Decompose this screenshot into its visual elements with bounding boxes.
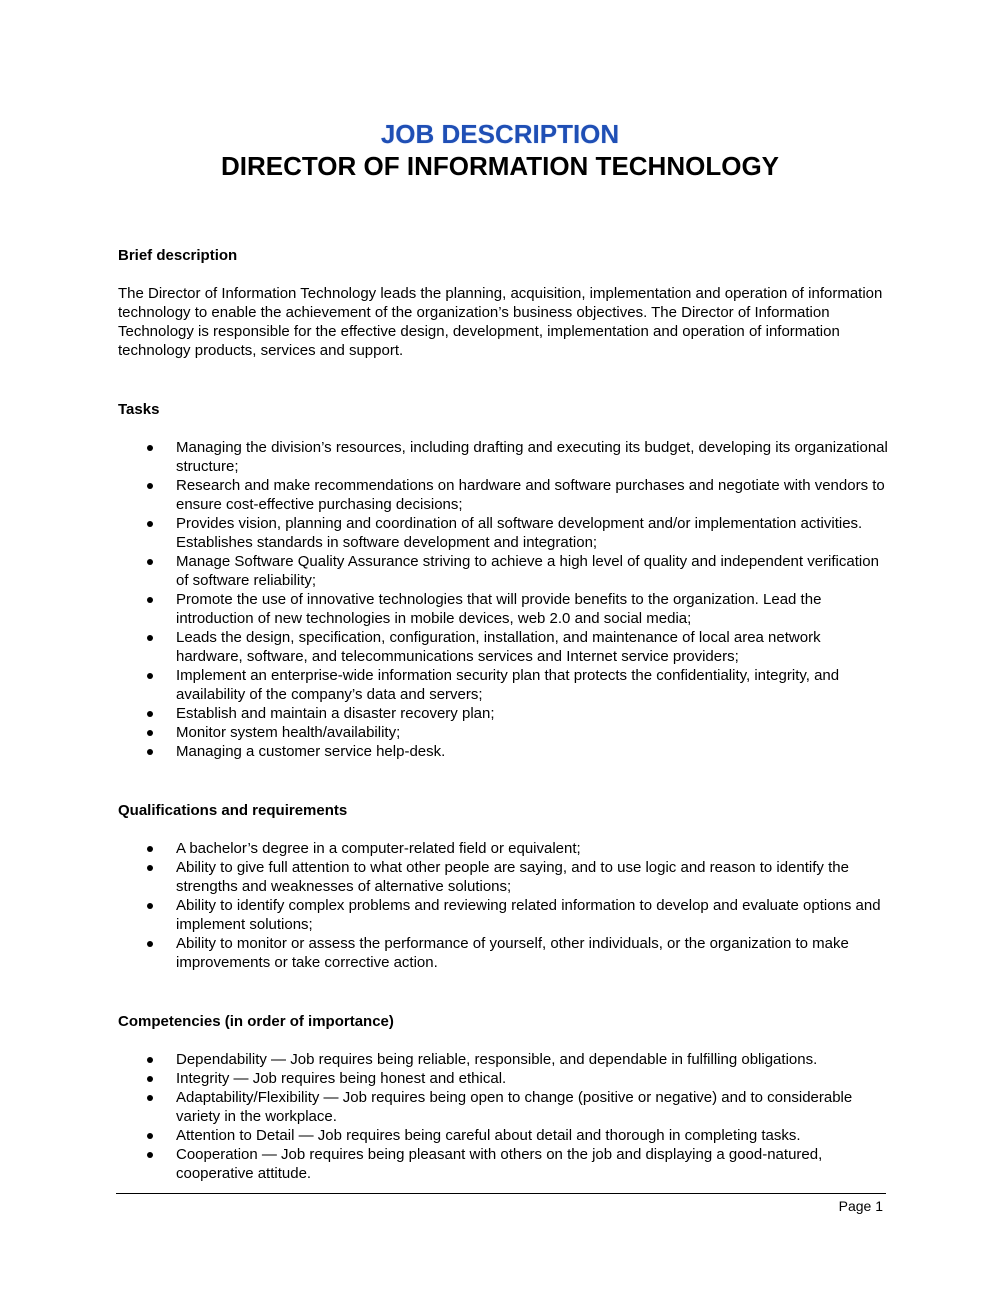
qualification-item (118, 858, 888, 896)
competencies-heading: Competencies (in order of importance) (118, 1013, 394, 1030)
bullet-icon (147, 1076, 153, 1082)
job-title: DIRECTOR OF INFORMATION TECHNOLOGY (220, 151, 780, 181)
tasks-list (118, 438, 888, 761)
page-number: Page 1 (838, 1198, 883, 1214)
task-text: Establish and maintain a disaster recovery plan; (176, 705, 495, 722)
task-item (118, 742, 888, 761)
bullet-icon (147, 846, 153, 852)
task-text: Managing a customer service help-desk. (176, 743, 446, 760)
bullet-icon (147, 749, 153, 755)
qualification-text: Ability to monitor or assess the performance of yourself, other individuals, or the organization to make improvements or take corrective action. (176, 935, 849, 971)
qualification-item (118, 934, 888, 972)
footer-divider (116, 1193, 886, 1194)
task-item (118, 628, 888, 666)
task-item (118, 476, 888, 514)
qualification-item (118, 896, 888, 934)
bullet-icon (147, 1095, 153, 1101)
bullet-icon (147, 730, 153, 736)
qualification-item (118, 839, 888, 858)
task-text: Research and make recommendations on hardware and software purchases and negotiate with vendors to ensure cost-effective purchasing decisions; (176, 477, 885, 513)
task-text: Implement an enterprise-wide information security plan that protects the confidentiality, integrity, and availability of the company’s data and servers; (176, 667, 840, 703)
task-item (118, 552, 888, 590)
bullet-icon (147, 941, 153, 947)
bullet-icon (147, 635, 153, 641)
task-item (118, 723, 888, 742)
bullet-icon (147, 903, 153, 909)
tasks-section (118, 400, 888, 761)
competencies-section (118, 1012, 888, 1183)
competency-text: Cooperation — Job requires being pleasant with others on the job and displaying a good-natured, cooperative attitude. (176, 1146, 823, 1182)
task-text: Managing the division’s resources, including drafting and executing its budget, developing its organizational structure; (176, 439, 888, 475)
competency-item (118, 1050, 888, 1069)
qualification-text: A bachelor’s degree in a computer-related field or equivalent; (176, 840, 581, 857)
task-item (118, 590, 888, 628)
bullet-icon (147, 865, 153, 871)
qualifications-list (118, 839, 888, 972)
bullet-icon (147, 1133, 153, 1139)
competency-item (118, 1126, 888, 1145)
competency-item (118, 1145, 888, 1183)
competency-item (118, 1069, 888, 1088)
task-item (118, 666, 888, 704)
qualifications-heading: Qualifications and requirements (118, 802, 348, 819)
document-body (118, 246, 888, 1183)
task-text: Monitor system health/availability; (176, 724, 401, 741)
competency-text: Adaptability/Flexibility — Job requires being open to change (positive or negative) and to considerable variety in the workplace. (176, 1089, 853, 1125)
bullet-icon (147, 483, 153, 489)
title-block (0, 118, 1000, 182)
qualifications-section (118, 801, 888, 972)
competency-item (118, 1088, 888, 1126)
tasks-heading: Tasks (118, 401, 160, 418)
brief-section (118, 246, 888, 360)
competency-text: Dependability — Job requires being reliable, responsible, and dependable in fulfilling obligations. (176, 1051, 818, 1068)
bullet-icon (147, 445, 153, 451)
task-item (118, 438, 888, 476)
competency-text: Integrity — Job requires being honest and ethical. (176, 1070, 507, 1087)
bullet-icon (147, 559, 153, 565)
brief-heading: Brief description (118, 247, 238, 264)
brief-text: The Director of Information Technology leads the planning, acquisition, implementation and operation of information technology to enable the achievement of the organization’s business objectives. The Director of Information Technology is responsible for the effective design, development, implementation and operation of information technology products, services and support. (118, 285, 883, 359)
qualification-text: Ability to give full attention to what other people are saying, and to use logic and reason to identify the strengths and weaknesses of alternative solutions; (176, 859, 849, 895)
task-text: Provides vision, planning and coordination of all software development and/or implementation activities. Establishes standards in software development and integration; (176, 515, 863, 551)
competencies-list (118, 1050, 888, 1183)
bullet-icon (147, 673, 153, 679)
task-item (118, 704, 888, 723)
document-type-title: JOB DESCRIPTION (380, 119, 620, 149)
task-text: Promote the use of innovative technologies that will provide benefits to the organization. Lead the introduction of new technologies in mobile devices, web 2.0 and social media; (176, 591, 822, 627)
task-text: Manage Software Quality Assurance striving to achieve a high level of quality and independent verification of software reliability; (176, 553, 879, 589)
competency-text: Attention to Detail — Job requires being careful about detail and thorough in completing tasks. (176, 1127, 801, 1144)
bullet-icon (147, 1152, 153, 1158)
bullet-icon (147, 521, 153, 527)
bullet-icon (147, 711, 153, 717)
bullet-icon (147, 597, 153, 603)
task-item (118, 514, 888, 552)
qualification-text: Ability to identify complex problems and reviewing related information to develop and evaluate options and implement solutions; (176, 897, 881, 933)
bullet-icon (147, 1057, 153, 1063)
task-text: Leads the design, specification, configuration, installation, and maintenance of local area network hardware, software, and telecommunications services and Internet service providers; (176, 629, 821, 665)
